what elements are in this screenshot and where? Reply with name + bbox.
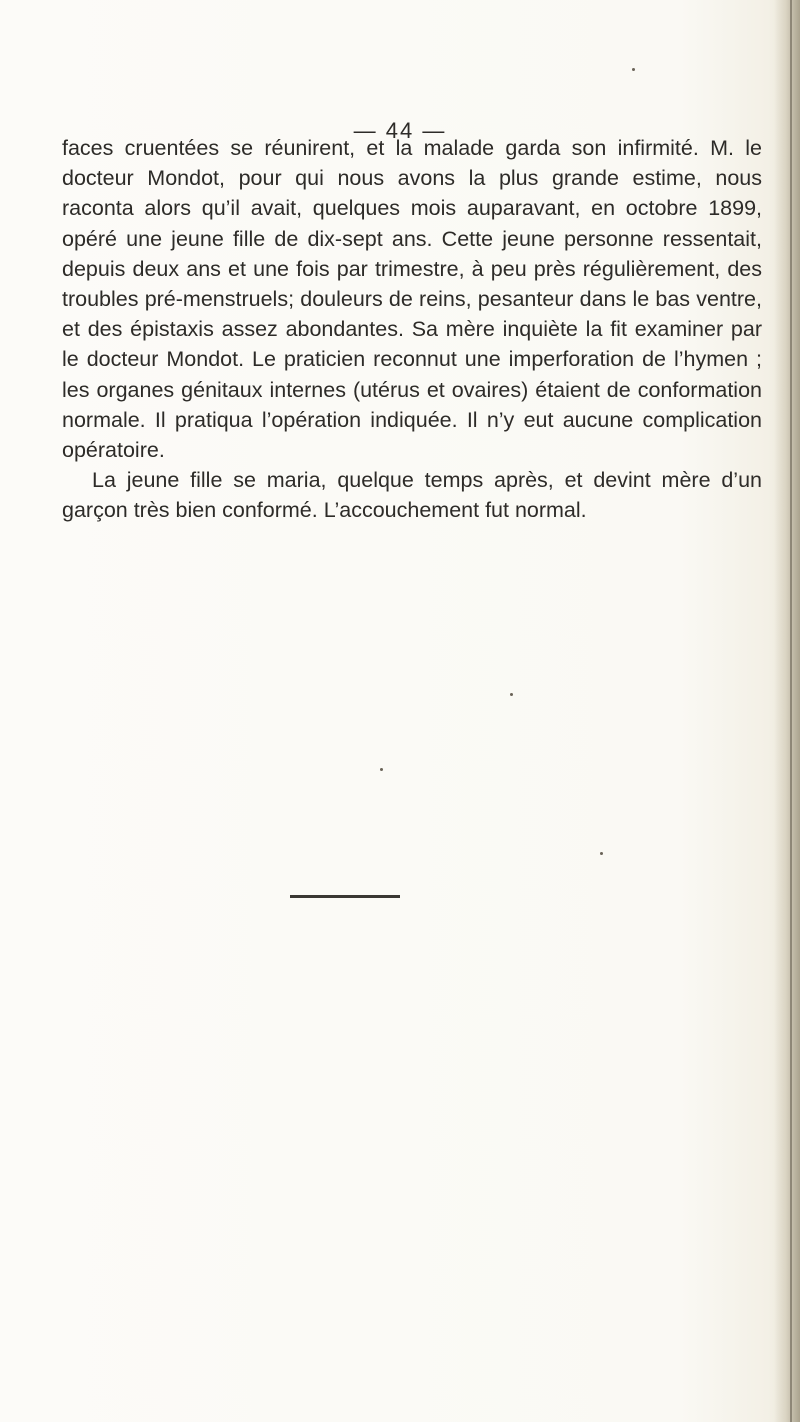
body-text xyxy=(62,133,762,526)
ink-speck xyxy=(632,68,635,71)
section-rule xyxy=(290,895,400,898)
ink-speck xyxy=(380,768,383,771)
page-number: — 44 — xyxy=(353,118,447,143)
page-edge-line xyxy=(790,0,792,1422)
ink-speck xyxy=(600,852,603,855)
ink-speck xyxy=(510,693,513,696)
paragraph-2: La jeune fille se maria, quelque temps après, et devint mère d’un garçon très bien conformé. L’accouchement fut normal. xyxy=(62,468,762,523)
paragraph-1: faces cruentées se réunirent, et la malade garda son infirmité. M. le docteur Mondot, pour qui nous avons la plus grande estime, nous raconta alors qu’il avait, quelques mois auparavant, en octobre 1899, opéré une jeune fille de dix-sept ans. Cette jeune personne ressentait, depuis deux ans et une fois par trimestre, à peu près régulièrement, des troubles pré-menstruels; douleurs de reins, pesanteur dans le bas ventre, et des épistaxis assez abondantes. Sa mère inquiète la fit examiner par le docteur Mondot. Le praticien reconnut une imperforation de l’hymen ; les organes génitaux internes (utérus et ovaires) étaient de conformation normale. Il pratiqua l’opération indiquée. Il n’y eut aucune complication opératoire. xyxy=(62,136,762,463)
page-edge-shadow xyxy=(774,0,800,1422)
